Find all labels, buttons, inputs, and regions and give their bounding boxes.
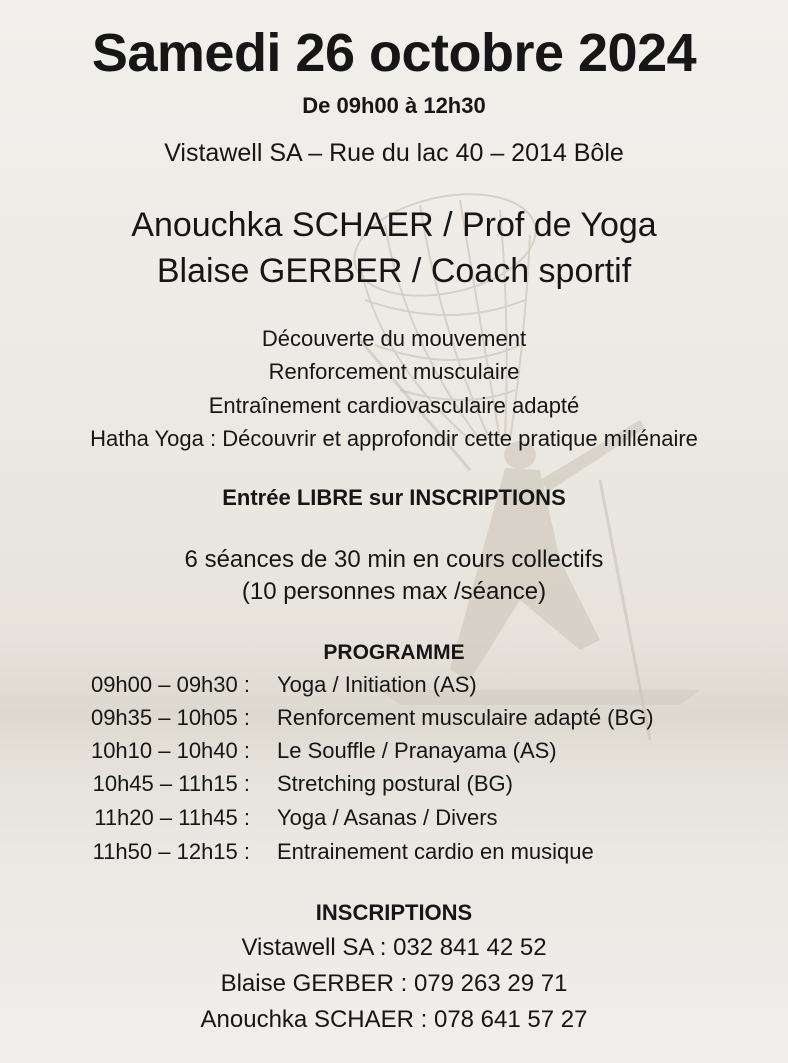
programme-activity: Le Souffle / Pranayama (AS) bbox=[277, 738, 557, 763]
inscriptions-title: INSCRIPTIONS bbox=[315, 900, 473, 925]
contact-anouchka-schaer: Anouchka SCHAER : 078 641 57 27 bbox=[200, 1006, 588, 1033]
programme-time: 09h35 – 10h05 : bbox=[90, 705, 250, 730]
event-date-title: Samedi 26 octobre 2024 bbox=[91, 23, 697, 83]
programme-activity: Yoga / Asanas / Divers bbox=[277, 805, 498, 830]
entry-notice: Entrée LIBRE sur INSCRIPTIONS bbox=[222, 485, 566, 510]
programme-time: 10h45 – 11h15 : bbox=[92, 771, 250, 796]
programme-time: 09h00 – 09h30 : bbox=[90, 672, 250, 697]
programme-activity: Stretching postural (BG) bbox=[277, 771, 513, 796]
activity-item: Entraînement cardiovasculaire adapté bbox=[208, 393, 580, 418]
coach-yoga: Anouchka SCHAER / Prof de Yoga bbox=[131, 206, 657, 244]
programme-row bbox=[0, 670, 788, 700]
programme-title: PROGRAMME bbox=[323, 641, 465, 664]
sessions-capacity: (10 personnes max /séance) bbox=[241, 578, 547, 605]
coach-sport: Blaise GERBER / Coach sportif bbox=[156, 252, 632, 290]
programme-row bbox=[0, 703, 788, 733]
event-address: Vistawell SA – Rue du lac 40 – 2014 Bôle bbox=[164, 139, 624, 167]
event-hours: De 09h00 à 12h30 bbox=[302, 93, 486, 118]
activity-item: Découverte du mouvement bbox=[261, 326, 527, 351]
programme-time: 10h10 – 10h40 : bbox=[90, 738, 250, 763]
activity-item: Renforcement musculaire bbox=[268, 359, 520, 384]
programme-row bbox=[0, 736, 788, 766]
contact-blaise-gerber: Blaise GERBER : 079 263 29 71 bbox=[220, 970, 568, 997]
programme-activity: Yoga / Initiation (AS) bbox=[277, 672, 477, 697]
programme-row bbox=[0, 769, 788, 799]
programme-time: 11h50 – 12h15 : bbox=[92, 839, 250, 864]
programme-activity: Entrainement cardio en musique bbox=[277, 839, 594, 864]
activity-item: Hatha Yoga : Découvrir et approfondir cette pratique millénaire bbox=[90, 426, 698, 451]
programme-row bbox=[0, 803, 788, 833]
programme-row bbox=[0, 837, 788, 867]
sessions-info: 6 séances de 30 min en cours collectifs bbox=[184, 546, 604, 573]
contact-vistawell: Vistawell SA : 032 841 42 52 bbox=[241, 934, 547, 961]
programme-activity: Renforcement musculaire adapté (BG) bbox=[277, 705, 654, 730]
programme-time: 11h20 – 11h45 : bbox=[94, 805, 250, 830]
